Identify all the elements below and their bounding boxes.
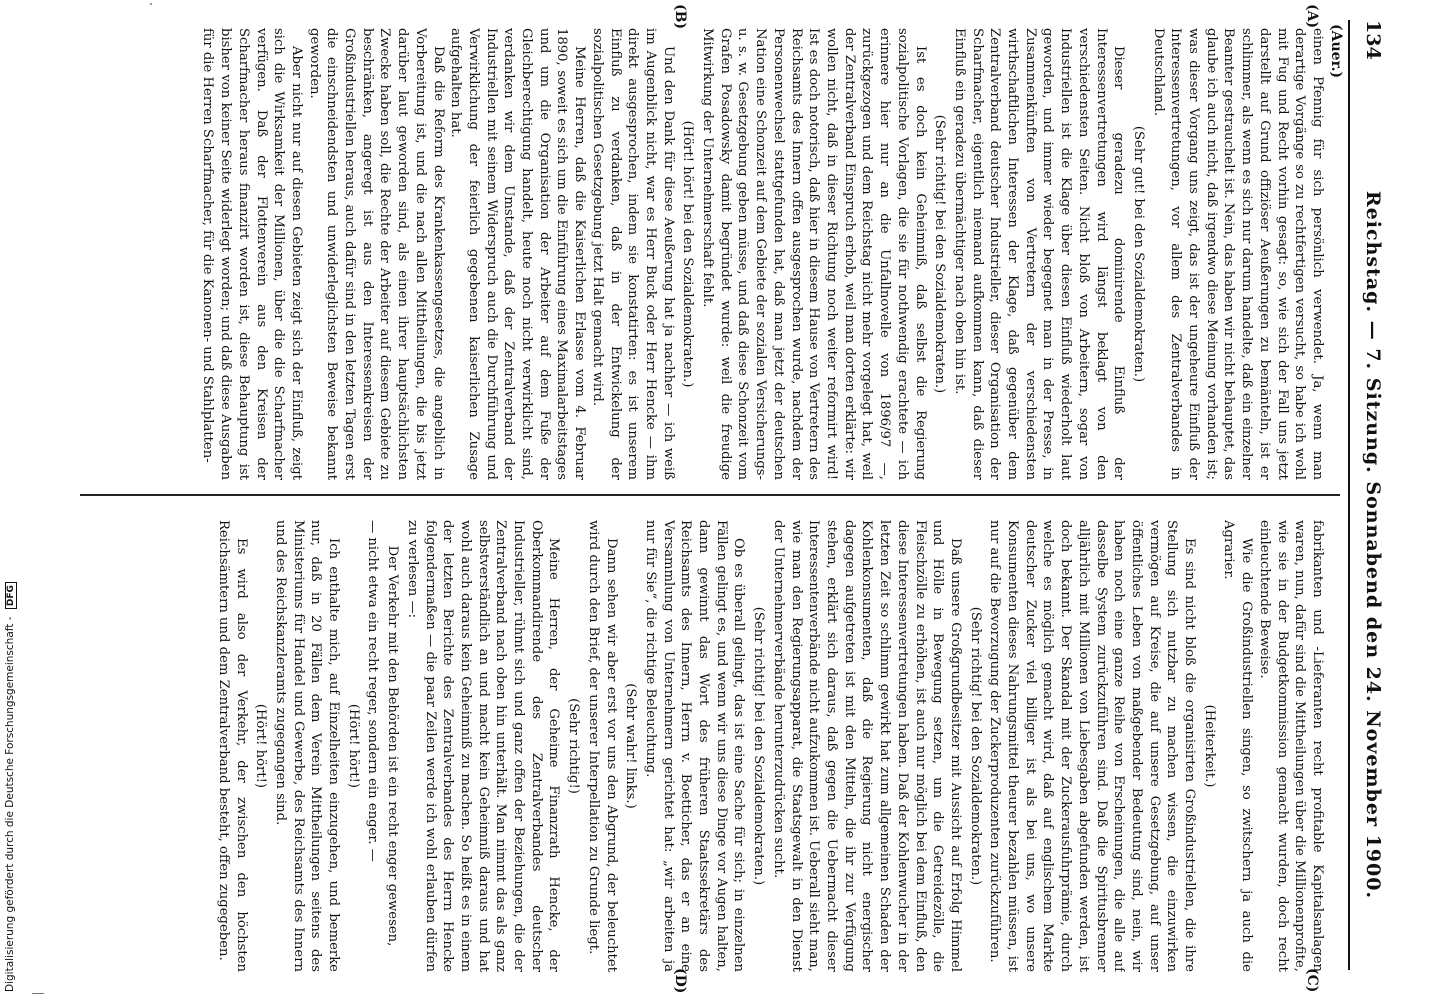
margin-letter-d: (D) (672, 968, 688, 994)
interjection: (Sehr richtig! bei den Sozialdemokraten.) (932, 114, 948, 394)
paragraph: Meine Herren, daß die Kaiserlichen Erlasse vom 4. Februar 1890, soweit es sich um die Einführung eines Maximalarbeitstages und um die Organisation der Arbeiter auf dem Fuße der Gleichberechtigung handelt, heute noch nicht verwirklicht sind, verdanken wir dem Umstande, daß der Zentralverband der Industriellen mit seinem Widerspruch auch die Durchführung und Verwirklichung der feierlich gegebenen kaiserlichen Zusage aufgehalten hat. (448, 28, 588, 480)
left-column (76, 28, 1326, 480)
scan-mark (32, 993, 44, 994)
speaker-name: (Auer.) (1328, 24, 1344, 79)
interjection: (Sehr richtig!) (566, 698, 582, 794)
paragraph: Ist es doch kein Geheimniß, daß selbst die Regierung sozialpolitische Vorlagen, die sie für nothwendig erachtete — ich erinnere hier nur an die Unfallnovelle von 1896/97 —, zurückgezogen und dem Reichstag nicht mehr vorgelegt hat, weil der Zentralverband Einspruch erhob, weil man dorten erklärte: wir wollen nicht, daß in dieser Richtung noch weiter reformirt wird! Ist es doch notorisch, daß hier in diesem Hause von Vertretern des Reichsamts des Innern offen ausgesprochen wurde, nachdem der Personenwechsel stattgefunden hat, daß man jetzt der deutschen Nation eine Schonzeit auf dem Gebiete der sozialen Versicherungs- u. s. w. Gesetzgebung geben müsse, und daß diese Schonzeit vom Grafen Posadowsky damit begründet wurde: weil die freudige Mitwirkung der Unternehmerschaft fehlt. (700, 28, 928, 480)
interjection: (Sehr gut! bei den Sozialdemokraten.) (1130, 125, 1146, 383)
interjection: (Hört! hört!) (345, 703, 361, 789)
scanned-page (66, 0, 1400, 994)
quotation: Der Verkehr mit den Behörden ist ein recht enger gewesen, (385, 545, 401, 947)
right-column (76, 520, 1326, 972)
scan-mark (150, 3, 152, 5)
quotation: Ich enthalte mich, auf Einzelheiten einzugehen, und bemerke nur, daß in 20 Fällen dem Verein Mittheilungen seitens des Ministeriums für Handel und Gewerbe, des Reichsamts des Innern und des Reichskanzleramts zugegangen sind. (272, 520, 342, 972)
paragraph: fabrikanten und -Lieferanten recht profitable Kapitalsanlagen waren, nun, dafür sind die Mittheilungen über die Millionenprofite, wie sie in der Budgetkommission gemacht wurden, doch recht einleuchtende Beweise. (1256, 520, 1325, 972)
paragraph: Dieser geradezu dominirende Einfluß der Interessenvertretungen wird längst beklagt von den verschiedensten Seiten. Nicht bloß von Arbeitern, sogar von Industriellen ist die Klage über diesen Einfluß wiederholt laut geworden, und immer wieder begegnet man in der Presse, in Zusammenkünften von Vertretern der verschiedensten wirthschaftlichen Interessen der Klage, daß gegenüber dem Zentralverband deutscher Industrieller, dieser Organisation der Scharfmacher, eigentlich niemand aufkommen kann, daß dieser Einfluß ein geradezu übermächtiger nach oben hin ist. (951, 28, 1127, 480)
page-number: 134 (1362, 20, 1384, 60)
paragraph: Ob es überall gelingt, das ist eine Sache für sich; in einzelnen Fällen gelingt es, und wenn wir uns diese Dinge vor Augen halten, dann gewinnt das Wort des früheren Staatssekretärs des Reichsamts des Innern, Herrn v. Boetticher, das er an eine Versammlung von Unternehmern gerichtet hat: „wir arbeiten ja nur für Sie“, die richtige Beleuchtung. (642, 520, 747, 972)
interjection: (Heiterkeit.) (1201, 704, 1217, 788)
paragraph: Daß unsere Großgrundbesitzer mit Aussicht auf Erfolg Himmel und Hölle in Bewegung setzen, um die Getreidezölle, die Fleischzölle zu erhöhen, ist auch nur möglich bei dem Einfluß, den diese Interessenvertretungen haben. Daß der Kohlenwucher in der letzten Zeit so schlimm gewirkt hat zum allgemeinen Schaden der Kohlenkonsumenten, daß die Regierung nicht energischer dagegen aufgetreten ist mit den Mitteln, die ihr zur Verfügung stehen, erklärt sich daraus, daß gegen die Uebermacht dieser Interessentenverbände nicht aufzukommen ist. Ueberall sieht man, wie man den Regierungsapparat, die Staatsgewalt in den Dienst der Unternehmerverbände herunterzudrücken sucht. (770, 520, 963, 972)
paragraph: Es wird also der Verkehr, der zwischen den höchsten Reichsämtern und dem Zentralverband besteht, offen zugegeben. (215, 520, 249, 972)
digitization-credit (4, 0, 18, 992)
interjection: (Hört! hört! bei den Sozialdemokraten.) (680, 120, 696, 388)
paragraph: Es sind nicht bloß die organisirten Großindustriellen, die ihre Stellung sich nutzbar zu machen wissen, die einzuwirken vermögen auf Kreise, die auf unsere Gesetzgebung, auf unser öffentliches Leben von maßgebender Bedeutung sind, nein, wir haben noch eine ganze Reihe von Erscheinungen, die alle auf dasselbe System zurückzuführen sind. Daß die Spiritusbrenner alljährlich mit Millionen von Liebesgaben abgefunden werden, ist doch bekannt. Der Skandal mit der Zuckerausfuhrprämie, durch welche es möglich gemacht wird, daß auf englischem Markte deutscher Zucker viel billiger ist als bei uns, wo unsere Konsumenten dieses Nahrungsmittel theurer bezahlen müssen, ist nur auf die Bevorzugung der Zuckerproduzenten zurückzuführen. (987, 520, 1198, 972)
paragraph: Daß die Reform des Krankenkassengesetzes, die angeblich in Vorbereitung ist, und die nach allen Mittheilungen, die bis jetzt darüber laut geworden sind, als einen ihrer hauptsächlichsten Zwecke haben soll, die Rechte der Arbeiter auf diesem Gebiete zu beschränken, angeregt ist aus den Interessenkreisen der Großindustriellen heraus, auch dafür sind in den letzten Tagen erst die einschneidendsten und unwiderleglichsten Beweise bekannt geworden. (306, 28, 446, 480)
column-divider (80, 494, 1340, 496)
interjection: (Sehr richtig! bei den Sozialdemokraten.) (967, 606, 983, 886)
paragraph: Meine Herren, der Geheime Finanzrath Hencke, der Oberkommandirende des Zentralverbandes deutscher Industrieller, rühmt sich und ganz offen der Beziehungen, die der Zentralverband nach oben hin unterhält. Man nimmt das als ganz selbstverständlich an und macht kein Geheimniß daraus und hat wohl auch daraus kein Geheimniß zu machen. So heißt es in einem der letzten Berichte des Zentralverbandes des Herrn Hencke folgendermaßen — die paar Zeilen werde ich wohl erlauben dürfen zu verlesen —: (404, 520, 562, 972)
margin-letter-c: (C) (1304, 968, 1320, 993)
paragraph: einen Pfennig für sich persönlich verwendet. Ja, wenn man derartige Vorgänge so zu rechtfertigen versucht, so habe ich wohl mit Fug und Recht vorhin gesagt: so, wie sich der Fall uns jetzt darstellt auf Grund offiziöser Aeußerungen zu bemänteln, ist er schlimmer, als wenn es sich nur darum handelte, daß ein einzelner Beamter gestrauchelt ist. Nein, das haben wir nicht behauptet, das glaube ich auch nicht, daß irgendwo diese Meinung vorhanden ist; was dieser Vorgang uns zeigt, das ist der ungeheure Einfluß der Interessenvertretungen, vor allem des Zentralverbandes in Deutschland. (1150, 28, 1325, 480)
interjection: (Sehr wahr! links.) (623, 683, 639, 809)
running-title: Reichstag. — 7. Sitzung. Sonnabend den 24. November 1900. (1362, 190, 1384, 900)
interjection: (Sehr richtig! bei den Sozialdemokraten.) (751, 606, 767, 886)
margin-letter-a: (A) (1304, 4, 1320, 29)
margin-letter-b: (B) (672, 4, 688, 30)
paragraph: Und den Dank für diese Aeußerung hat ja nachher — ich weiß im Augenblick nicht, war es Herr Buck oder Herr Hencke — ihm direkt ausgesprochen, indem sie konstatirten: es ist unserem Einfluß zu verdanken, daß in der Entwickelung der sozialpolitischen Gesetzgebung jetzt Halt gemacht wird. (589, 28, 676, 480)
paragraph: Dann sehen wir aber erst vor uns den Abgrund, der beleuchtet wird durch den Brief, der unserer Interpellation zu Grunde liegt. (585, 520, 619, 972)
page-header (1348, 20, 1390, 970)
dfg-logo: DFG (5, 582, 17, 609)
paragraph: Wie die Großindustriellen singen, so zwitschern ja auch die Agrarier. (1221, 520, 1255, 972)
paragraph: Aber nicht nur auf diesen Gebieten zeigt sich der Einfluß, zeigt sich die Wirksamkeit der Millionen, über die die Scharfmacher verfügen. Daß der Flottenverein aus den Kreisen der Scharfmacher heraus finanzirt worden ist, diese Behauptung ist bisher von keiner Seite widerlegt worden; und daß diese Ausgaben für die Herren Scharfmacher, für die Kanonen- und Stahlplatten- (200, 28, 304, 480)
paragraph: — nicht etwa ein recht reger, sondern ein enger. — (365, 520, 381, 862)
interjection: (Hört! hört!) (253, 703, 269, 789)
digitization-note: Digitalisierung gefördert durch die Deutsche Forschungsgemeinschaft - (4, 616, 16, 992)
